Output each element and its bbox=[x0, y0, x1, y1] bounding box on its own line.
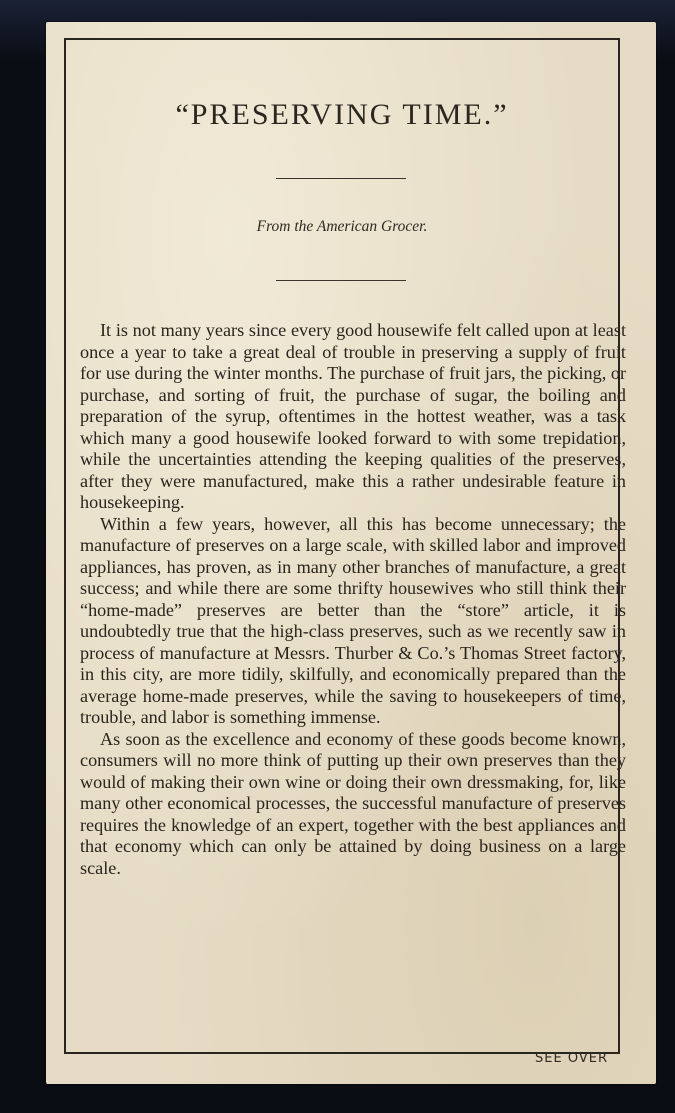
card-border-frame bbox=[64, 38, 626, 1054]
source-attribution: From the American Grocer. bbox=[256, 218, 428, 235]
article-paragraph-1: It is not many years since every good housewife felt called upon at least once a year to take a great deal of trouble in preserving a supply of fruit for use during the winter months. The purchase of fruit jars, the picking, or purchase, and sorting of fruit, the purchase of sugar, the boiling and preparation of the syrup, oftentimes in the hottest weather, was a task which many a good housewife looked forward to with some trepidation, while the uncertainties attending the keeping qualities of the preserves, after they were manufactured, make this a rather undesirable feature in housekeeping. bbox=[80, 320, 626, 512]
title-divider-bottom bbox=[276, 280, 406, 281]
card-title: “PRESERVING TIME.” bbox=[175, 98, 509, 131]
see-over-label: SEE OVER bbox=[535, 1051, 608, 1066]
trade-card bbox=[46, 22, 656, 1084]
article-body bbox=[80, 320, 626, 879]
article-paragraph-3: As soon as the excellence and economy of these goods become known, consumers will no more think of putting up their own preserves than they would of making their own wine or doing their own dressmaking, for, like many other economical processes, the successful manufacture of preserves requires the knowledge of an expert, together with the best appliances and that economy which can only be attained by doing business on a large scale. bbox=[80, 728, 626, 878]
title-divider-top bbox=[276, 178, 406, 179]
article-paragraph-2: Within a few years, however, all this has become unnecessary; the manufacture of preserves on a large scale, with skilled labor and improved appliances, has proven, as in many other branches of manufacture, a great success; and while there are some thrifty housewives who still think their “home-made” preserves are better than the “store” article, it is undoubtedly true that the high-class preserves, such as we recently saw in process of manufacture at Messrs. Thurber & Co.’s Thomas Street factory, in this city, are more tidily, skilfully, and economically prepared than the average home-made preserves, while the saving to housekeepers of time, trouble, and labor is something immense. bbox=[80, 513, 626, 727]
